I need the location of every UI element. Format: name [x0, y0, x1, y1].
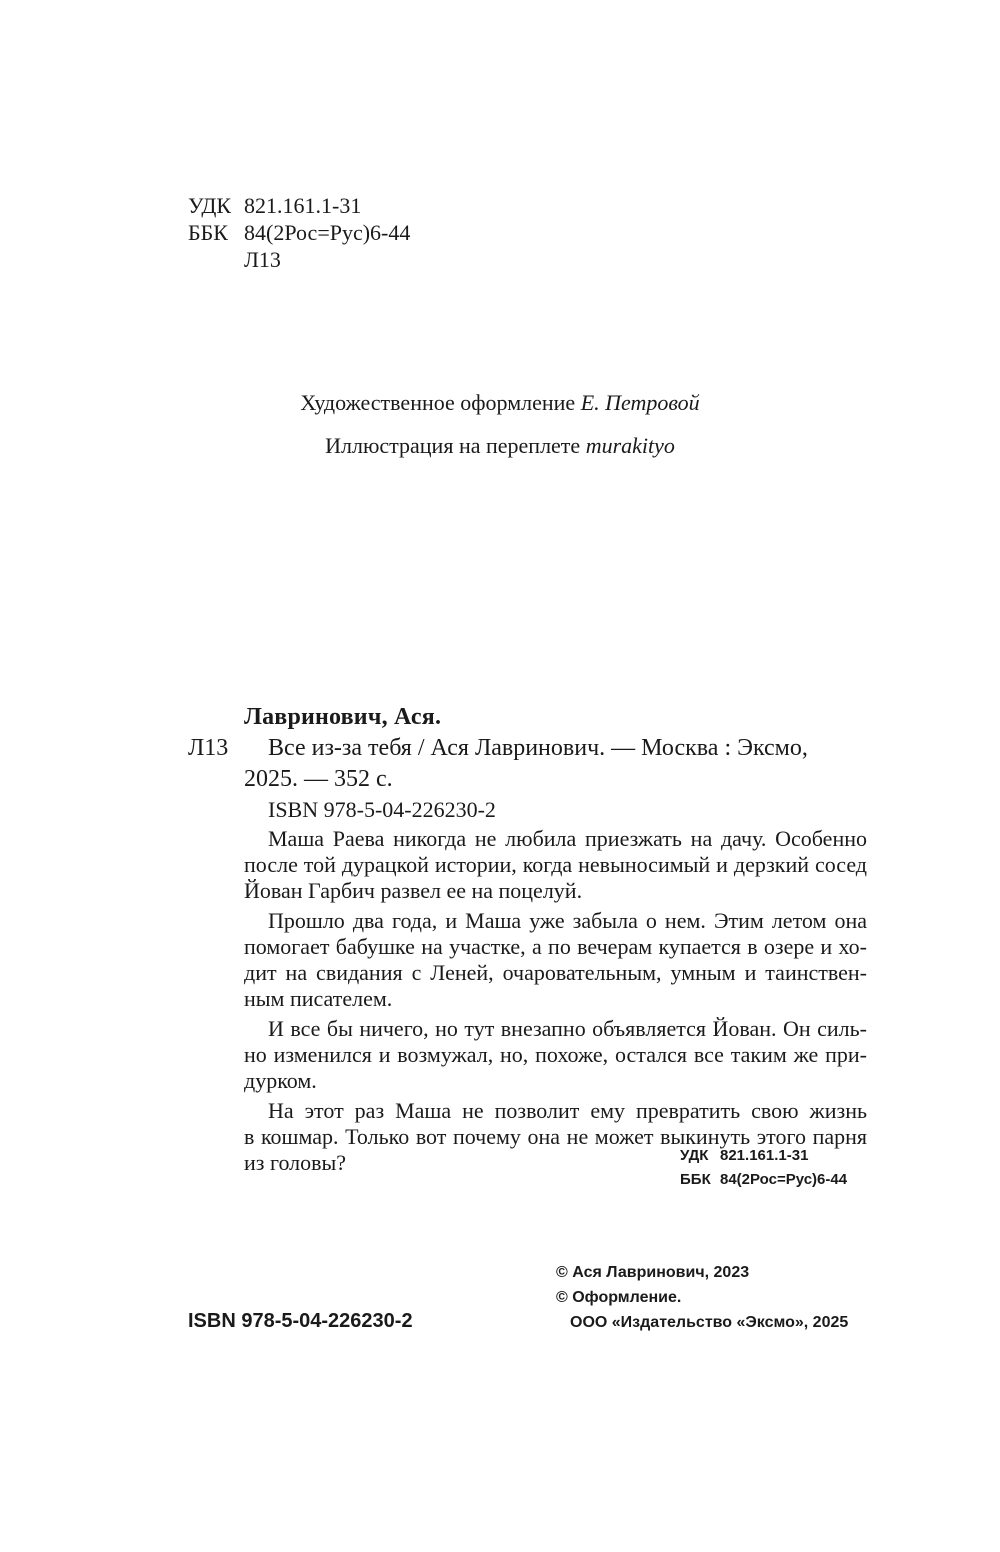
design-credit: [0, 390, 1000, 416]
card-author-mark: Л13: [188, 735, 229, 761]
annotation-line: ным писателем.: [244, 986, 393, 1011]
annotation-line: после той дурацкой истории, когда невыносимый и дерзкий сосед: [244, 852, 867, 877]
copyright-block: [556, 1260, 848, 1335]
bbk-value: 84(2Рос=Рус)6-44: [244, 220, 411, 245]
annotation-line: Прошло два года, и Маша уже забыла о нем. Этим летом она: [268, 908, 867, 933]
footer-isbn: ISBN 978-5-04-226230-2: [188, 1310, 413, 1332]
annotation: [244, 826, 867, 1176]
card-title-line-1: Все из-за тебя / Ася Лавринович. — Москва : Эксмо,: [268, 735, 808, 761]
design-credit-name: Е. Петровой: [580, 390, 700, 415]
author-mark: Л13: [244, 247, 281, 272]
design-credit-text: Художественное оформление: [300, 390, 581, 415]
copyright-author: © Ася Лавринович, 2023: [556, 1264, 750, 1281]
bbk-line: [188, 219, 410, 246]
card-title-line-2: 2025. — 352 с.: [244, 766, 393, 792]
card-udk-line: [680, 1144, 847, 1168]
illustration-credit: [0, 433, 1000, 459]
card-udk-label: УДК: [680, 1147, 709, 1164]
annotation-line: в кошмар. Только вот почему она не может выкинуть этого парня: [244, 1124, 867, 1149]
card-bbk-value: 84(2Рос=Рус)6-44: [720, 1171, 848, 1188]
annotation-line: Йован Гарбич развел ее на поцелуй.: [244, 878, 583, 903]
annotation-line: Маша Раева никогда не любила приезжать на дачу. Особенно: [268, 826, 867, 851]
annotation-line: но изменился и возмужал, но, похоже, остался все таким же при-: [244, 1042, 867, 1067]
card-bbk-label: ББК: [680, 1171, 711, 1188]
illustration-credit-text: Иллюстрация на переплете: [325, 433, 586, 458]
annotation-line: помогает бабушке на участке, а по вечерам купается в озере и хо-: [244, 934, 867, 959]
annotation-line: дит на свидания с Леней, очаровательным, умным и таинствен-: [244, 960, 867, 985]
annotation-line: И все бы ничего, но тут внезапно объявляется Йован. Он силь-: [268, 1016, 867, 1041]
copyright-publisher: ООО «Издательство «Эксмо», 2025: [570, 1314, 849, 1331]
card-bbk-line: [680, 1168, 847, 1192]
card-classification: [680, 1144, 847, 1192]
bbk-label: ББК: [188, 220, 228, 245]
udk-line: [188, 192, 410, 219]
udk-label: УДК: [188, 193, 232, 218]
udk-value: 821.161.1-31: [244, 193, 362, 218]
annotation-line: На этот раз Маша не позволит ему превратить свою жизнь: [268, 1098, 867, 1123]
card-isbn: ISBN 978-5-04-226230-2: [268, 797, 496, 822]
annotation-line: дурком.: [244, 1068, 317, 1093]
annotation-line: из головы?: [244, 1150, 347, 1175]
copyright-design: © Оформление.: [556, 1289, 682, 1306]
card-author: Лавринович, Ася.: [244, 704, 442, 730]
classification-block: [188, 192, 410, 273]
card-udk-value: 821.161.1-31: [720, 1147, 809, 1164]
illustration-credit-name: murakityo: [585, 433, 675, 458]
